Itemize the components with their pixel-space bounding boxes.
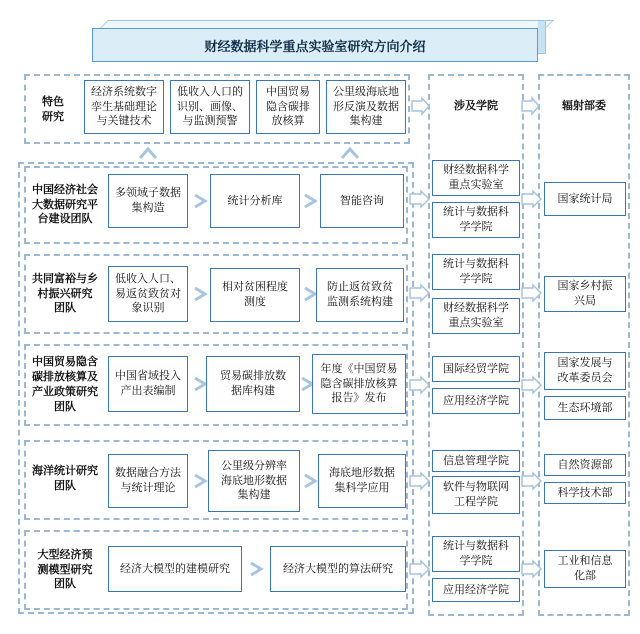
ministry-box: 国家发展与 改革委员会 [544, 352, 626, 390]
team-step: 低收入人口、 易返贫致贫对 象识别 [108, 266, 188, 322]
chevron-right-icon [192, 193, 210, 209]
school-box: 应用经济学院 [432, 578, 520, 602]
schools-column-header: 涉及学院 [454, 98, 498, 112]
right-arrow-icon [522, 377, 542, 393]
ministry-box: 工业和信息 化部 [544, 550, 626, 588]
right-arrow-icon [410, 473, 430, 489]
ministry-box: 科学技术部 [544, 482, 626, 504]
ministries-column-header: 辐射部委 [562, 98, 606, 112]
school-box: 国际经贸学院 [432, 356, 520, 382]
right-arrow-icon [522, 98, 540, 114]
team-step: 统计分析库 [210, 174, 300, 228]
school-box: 信息管理学院 [432, 450, 520, 472]
featured-research-label: 特色 研究 [42, 95, 64, 123]
featured-item: 经济系统数字 孪生基础理论 与关键技术 [84, 80, 164, 134]
team-name: 共同富裕与乡 村振兴研究 团队 [32, 271, 98, 315]
team-name: 大型经济预 测模型研究 团队 [37, 547, 93, 591]
team-step: 公里级分辨率 海底地形数据 集构建 [208, 450, 300, 512]
ministry-box: 国家乡村振 兴局 [544, 276, 626, 312]
right-arrow-icon [410, 191, 430, 207]
schools-column [428, 74, 524, 616]
up-arrow-icon [340, 144, 360, 162]
right-arrow-icon [410, 285, 430, 301]
team-step: 中国省域投入 产出表编制 [108, 356, 188, 412]
team-step: 智能咨询 [320, 174, 404, 228]
school-box: 统计与数据科 学学院 [432, 536, 520, 572]
right-arrow-icon [410, 377, 430, 393]
team-step: 经济大模型的算法研究 [270, 546, 406, 592]
ministry-box: 生态环境部 [544, 396, 626, 420]
team-name: 中国经济社会 大数据研究平 台建设团队 [32, 182, 98, 226]
featured-item: 中国贸易 隐含碳排 放核算 [256, 80, 320, 134]
school-box: 统计与数据科 学学院 [432, 202, 520, 238]
right-arrow-icon [522, 191, 542, 207]
ministry-box: 国家统计局 [544, 182, 626, 216]
right-arrow-icon [412, 98, 430, 114]
school-box: 财经数据科学 重点实验室 [432, 160, 520, 196]
right-arrow-icon [522, 561, 542, 577]
team-step: 经济大模型的建模研究 [108, 546, 242, 592]
diagram-title: 财经数据科学重点实验室研究方向介绍 [92, 28, 538, 62]
chevron-right-icon [248, 561, 266, 577]
school-box: 统计与数据科 学学院 [432, 254, 520, 290]
school-box: 软件与物联网 工程学院 [432, 476, 520, 514]
title-bar-depth-side [538, 20, 546, 54]
team-step: 年度《中国贸易 隐含碳排放核算 报告》发布 [312, 354, 406, 414]
up-arrow-icon [138, 144, 158, 162]
right-arrow-icon [522, 473, 542, 489]
ministries-column [538, 74, 630, 616]
featured-item: 公里级海底地 形反演及数据 集构建 [326, 80, 406, 134]
team-name: 中国贸易隐含 碳排放核算及 产业政策研究 团队 [32, 355, 98, 413]
team-step: 贸易碳排放数 据库构建 [206, 356, 300, 412]
team-step: 防止返贫致贫 监测系统构建 [316, 268, 404, 322]
right-arrow-icon [522, 285, 542, 301]
team-step: 多领域子数据 集构造 [108, 174, 188, 228]
team-step: 相对贫困程度 测度 [210, 268, 300, 322]
team-step: 海底地形数据 集科学应用 [318, 454, 406, 508]
title-bar-depth [100, 20, 554, 28]
team-step: 数据融合方法 与统计理论 [108, 454, 188, 508]
right-arrow-icon [410, 561, 430, 577]
chevron-right-icon [192, 286, 210, 302]
school-box: 应用经济学院 [432, 388, 520, 414]
chevron-right-icon [302, 193, 320, 209]
ministry-box: 自然资源部 [544, 454, 626, 476]
featured-item: 低收入人口的 识别、画像、 与监测预警 [170, 80, 250, 134]
team-name: 海洋统计研究 团队 [32, 464, 98, 492]
school-box: 财经数据科学 重点实验室 [432, 298, 520, 334]
